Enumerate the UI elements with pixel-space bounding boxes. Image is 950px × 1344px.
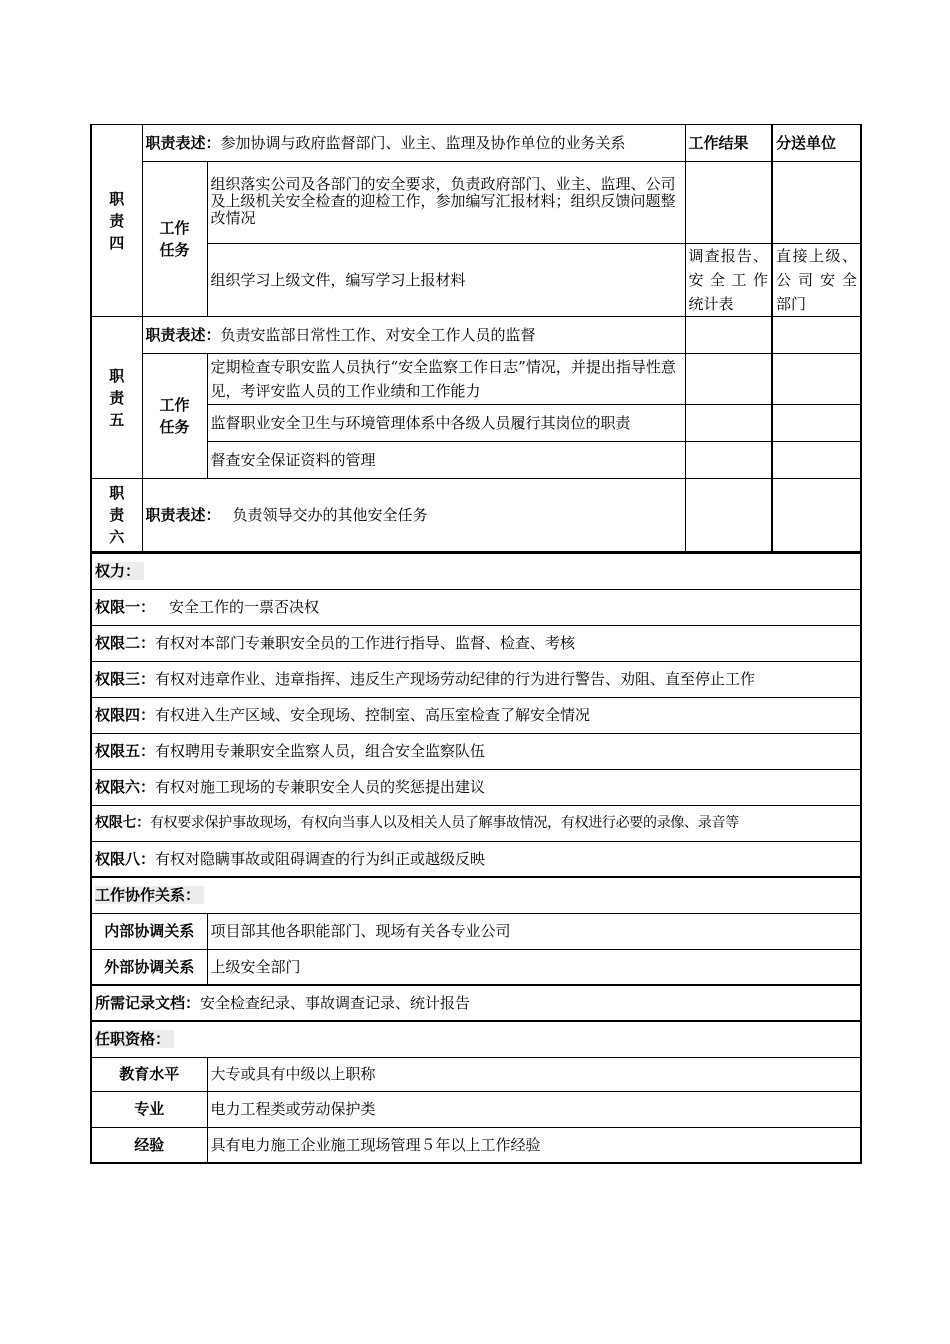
power-item-3: 权限三：有权对违章作业、违章指挥、违反生产现场劳动纪律的行为进行警告、劝阻、直至停止工作: [91, 661, 861, 697]
duty6-row: [91, 479, 861, 552]
duty4-task-1-result: [685, 162, 772, 244]
duty4-desc-text: 参加协调与政府监督部门、业主、监理及协作单位的业务关系: [220, 134, 626, 152]
qual-text-3: 具有电力施工企业施工现场管理５年以上工作经验: [207, 1127, 861, 1163]
duty4-desc-label: 职责表述：: [145, 134, 221, 152]
power-row-8: [91, 841, 861, 877]
records: 所需记录文档：安全检查纪录、事故调查记录、统计报告: [91, 985, 861, 1021]
duty4-title: 职 责 四: [91, 125, 142, 317]
duty4-task-row-2: [91, 244, 861, 317]
duty5-task-1-send: [772, 354, 861, 405]
duty5-task-1: 定期检查专职安监人员执行“安全监察工作日志”情况，并提出指导性意见，考评安监人员的工作业绩和工作能力: [207, 354, 685, 405]
qual-label-1: 教育水平: [91, 1057, 207, 1091]
power-row-3: [91, 661, 861, 697]
power-item-8: 权限八：有权对隐瞒事故或阻碍调查的行为纠正或越级反映: [91, 841, 861, 877]
records-row: [91, 985, 861, 1021]
duty6-send: [772, 479, 861, 552]
power-item-4: 权限四：有权进入生产区域、安全现场、控制室、高压室检查了解安全情况: [91, 697, 861, 733]
duty5-task-2-send: [772, 405, 861, 442]
duty4-task-row-1: [91, 162, 861, 244]
power-row-2: [91, 625, 861, 661]
coop-internal-text: 项目部其他各职能部门、现场有关各专业公司: [207, 913, 861, 949]
duty5-task-3: 督查安全保证资料的管理: [207, 442, 685, 479]
duty5-desc-label: 职责表述：: [145, 326, 221, 344]
coop-internal-row: [91, 913, 861, 949]
duty4-task-2-result: 调查报告、安 全 工 作统计表: [685, 244, 772, 317]
qual-label-2: 专业: [91, 1091, 207, 1127]
duty5-desc-result: [685, 317, 772, 354]
power-row-4: [91, 697, 861, 733]
duties-table: [90, 124, 862, 552]
duty6-result: [685, 479, 772, 552]
duty5-task-row-1: [91, 354, 861, 405]
power-item-1: 权限一： 安全工作的一票否决权: [91, 589, 861, 625]
duty5-task-1-result: [685, 354, 772, 405]
duty5-task-2-result: [685, 405, 772, 442]
power-row-6: [91, 769, 861, 805]
duty4-task-1-send: [772, 162, 861, 244]
duty4-task-1: 组织落实公司及各部门的安全要求，负责政府部门、业主、监理、公司及上级机关安全检查的迎检工作，参加编写汇报材料；组织反馈问题整改情况: [207, 162, 685, 244]
duty4-desc: [142, 125, 685, 162]
duty5-desc-row: [91, 317, 861, 354]
power-title-row: [91, 553, 861, 589]
duty6-desc-text: 负责领导交办的其他安全任务: [232, 506, 428, 524]
power-title: 权力：: [91, 553, 861, 589]
duty4-task-2: 组织学习上级文件，编写学习上报材料: [207, 244, 685, 317]
qual-row-2: [91, 1091, 861, 1127]
duty5-title: 职 责 五: [91, 317, 142, 479]
power-row-5: [91, 733, 861, 769]
power-row-7: [91, 805, 861, 841]
duty5-desc-send: [772, 317, 861, 354]
power-item-7: 权限七：有权要求保护事故现场，有权向当事人以及相关人员了解事故情况，有权进行必要的录像、录音等: [91, 805, 861, 841]
coop-title-row: [91, 877, 861, 913]
duty4-desc-row: [91, 125, 861, 162]
duty5-task-2: 监督职业安全卫生与环境管理体系中各级人员履行其岗位的职责: [207, 405, 685, 442]
qual-text-1: 大专或具有中级以上职称: [207, 1057, 861, 1091]
duty6-desc-label: 职责表述：: [145, 506, 221, 524]
duty4-task-label: 工作 任务: [142, 162, 207, 317]
power-item-6: 权限六：有权对施工现场的专兼职安全人员的奖惩提出建议: [91, 769, 861, 805]
coop-title: 工作协作关系：: [91, 877, 861, 913]
duty5-task-3-send: [772, 442, 861, 479]
qual-title-row: [91, 1021, 861, 1057]
power-row-1: [91, 589, 861, 625]
duty5-task-3-result: [685, 442, 772, 479]
duty5-task-row-2: [91, 405, 861, 442]
power-item-5: 权限五：有权聘用专兼职安全监察人员，组合安全监察队伍: [91, 733, 861, 769]
coop-external-row: [91, 949, 861, 985]
qual-row-1: [91, 1057, 861, 1091]
qual-row-3: [91, 1127, 861, 1163]
coop-internal-label: 内部协调关系: [91, 913, 207, 949]
qual-text-2: 电力工程类或劳动保护类: [207, 1091, 861, 1127]
duty6-title: 职 责 六: [91, 479, 142, 552]
job-description-sheet: [90, 124, 860, 1164]
qual-title: 任职资格：: [91, 1021, 861, 1057]
send-header: 分送单位: [772, 125, 861, 162]
duty6-desc: [142, 479, 685, 552]
duty5-desc: [142, 317, 685, 354]
lower-table: [90, 552, 862, 1164]
power-item-2: 权限二：有权对本部门专兼职安全员的工作进行指导、监督、检查、考核: [91, 625, 861, 661]
result-header: 工作结果: [685, 125, 772, 162]
qual-label-3: 经验: [91, 1127, 207, 1163]
coop-external-text: 上级安全部门: [207, 949, 861, 985]
duty5-desc-text: 负责安监部日常性工作、对安全工作人员的监督: [220, 326, 536, 344]
duty4-task-2-send: 直接上级、公 司 安 全部门: [772, 244, 861, 317]
duty5-task-row-3: [91, 442, 861, 479]
coop-external-label: 外部协调关系: [91, 949, 207, 985]
duty5-task-label: 工作 任务: [142, 354, 207, 479]
